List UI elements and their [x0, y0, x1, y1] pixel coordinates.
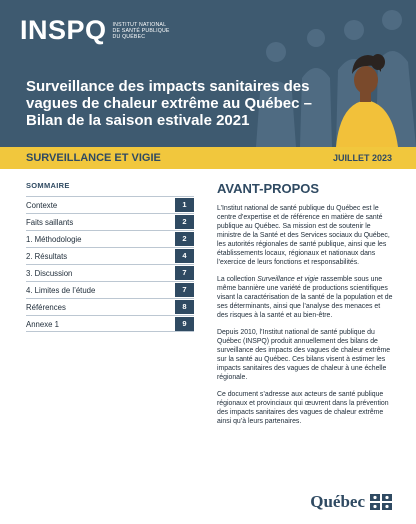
quebec-logo	[310, 492, 392, 512]
toc-page-number: 7	[175, 283, 194, 297]
avant-propos-section	[217, 181, 393, 434]
toc-item[interactable]	[26, 315, 194, 332]
quebec-wordmark: Québec	[310, 492, 365, 511]
toc-item-label: Annexe 1	[26, 320, 59, 329]
toc-item[interactable]	[26, 196, 194, 213]
paragraph: L’Institut national de santé publique du Québec est le centre d’expertise et de référence en matière de santé publique au Québec. Sa mission est de soutenir le ministre de la Santé et des Services sociaux du Québec, les autorités régionales de santé publique, ainsi que les établissements locaux, régionaux et nationaux dans l’exercice de leurs fonctions et responsabilités.	[217, 205, 390, 266]
toc-item-label: 2. Résultats	[26, 252, 68, 261]
toc-page-number: 7	[175, 266, 194, 280]
table-of-contents	[26, 181, 194, 332]
toc-page-number: 8	[175, 300, 194, 314]
category-band	[0, 147, 416, 169]
toc-heading: SOMMAIRE	[26, 181, 70, 190]
toc-item[interactable]	[26, 264, 194, 281]
toc-item[interactable]	[26, 298, 194, 315]
toc-item-label: Contexte	[26, 201, 58, 210]
text-run: rassemble sous une même bannière une variété de productions scientifiques visant la caractérisation de la santé de la population et de ses déterminants, ainsi que l’analyse des menaces et des risques à la santé et au bien-être.	[217, 276, 393, 319]
paragraph: Ce document s’adresse aux acteurs de santé publique régionaux et provinciaux qui œuvrent dans la prévention des impacts sanitaires des vagues de chaleur extrême ainsi qu’à leurs partenaires.	[217, 391, 389, 425]
fleur-de-lis-flag-icon	[370, 494, 392, 510]
toc-item[interactable]	[26, 213, 194, 230]
logo-wordmark: INSPQ	[20, 15, 107, 45]
publication-date: JUILLET 2023	[332, 153, 392, 163]
document-title: Surveillance des impacts sanitaires des vagues de chaleur extrême au Québec – Bilan de la saison estivale 2021	[26, 78, 312, 129]
header-band	[0, 0, 416, 147]
inspq-logo	[20, 17, 170, 44]
toc-list	[26, 196, 194, 332]
toc-item[interactable]	[26, 230, 194, 247]
toc-item-label: 3. Discussion	[26, 269, 73, 278]
toc-page-number: 2	[175, 215, 194, 229]
toc-page-number: 9	[175, 317, 194, 331]
text-run: La collection	[217, 276, 258, 283]
toc-page-number: 2	[175, 232, 194, 246]
toc-item-label: 1. Méthodologie	[26, 235, 82, 244]
toc-item-label: Faits saillants	[26, 218, 74, 227]
section-title: AVANT-PROPOS	[217, 181, 320, 196]
institute-line: INSTITUT NATIONAL	[112, 21, 167, 28]
toc-item-label: 4. Limites de l’étude	[26, 286, 96, 295]
toc-item[interactable]	[26, 281, 194, 298]
institute-name	[113, 22, 170, 40]
paragraph	[217, 275, 393, 320]
toc-page-number: 1	[175, 198, 194, 212]
toc-item-label: Références	[26, 303, 66, 312]
institute-line: DU QUÉBEC	[112, 33, 146, 40]
institute-line: DE SANTÉ PUBLIQUE	[112, 27, 170, 34]
collection-name: Surveillance et vigie	[257, 276, 319, 283]
toc-page-number: 4	[175, 249, 194, 263]
paragraph: Depuis 2010, l’Institut national de santé publique du Québec (INSPQ) produit annuellement des bilans de surveillance des impacts des vagues de chaleur extrême sur la santé au Québec. Ces bilans visent à estimer les impacts sanitaires des vagues de chaleur à une échelle régionale.	[217, 329, 391, 381]
toc-item[interactable]	[26, 247, 194, 264]
collection-label: SURVEILLANCE ET VIGIE	[26, 152, 161, 164]
